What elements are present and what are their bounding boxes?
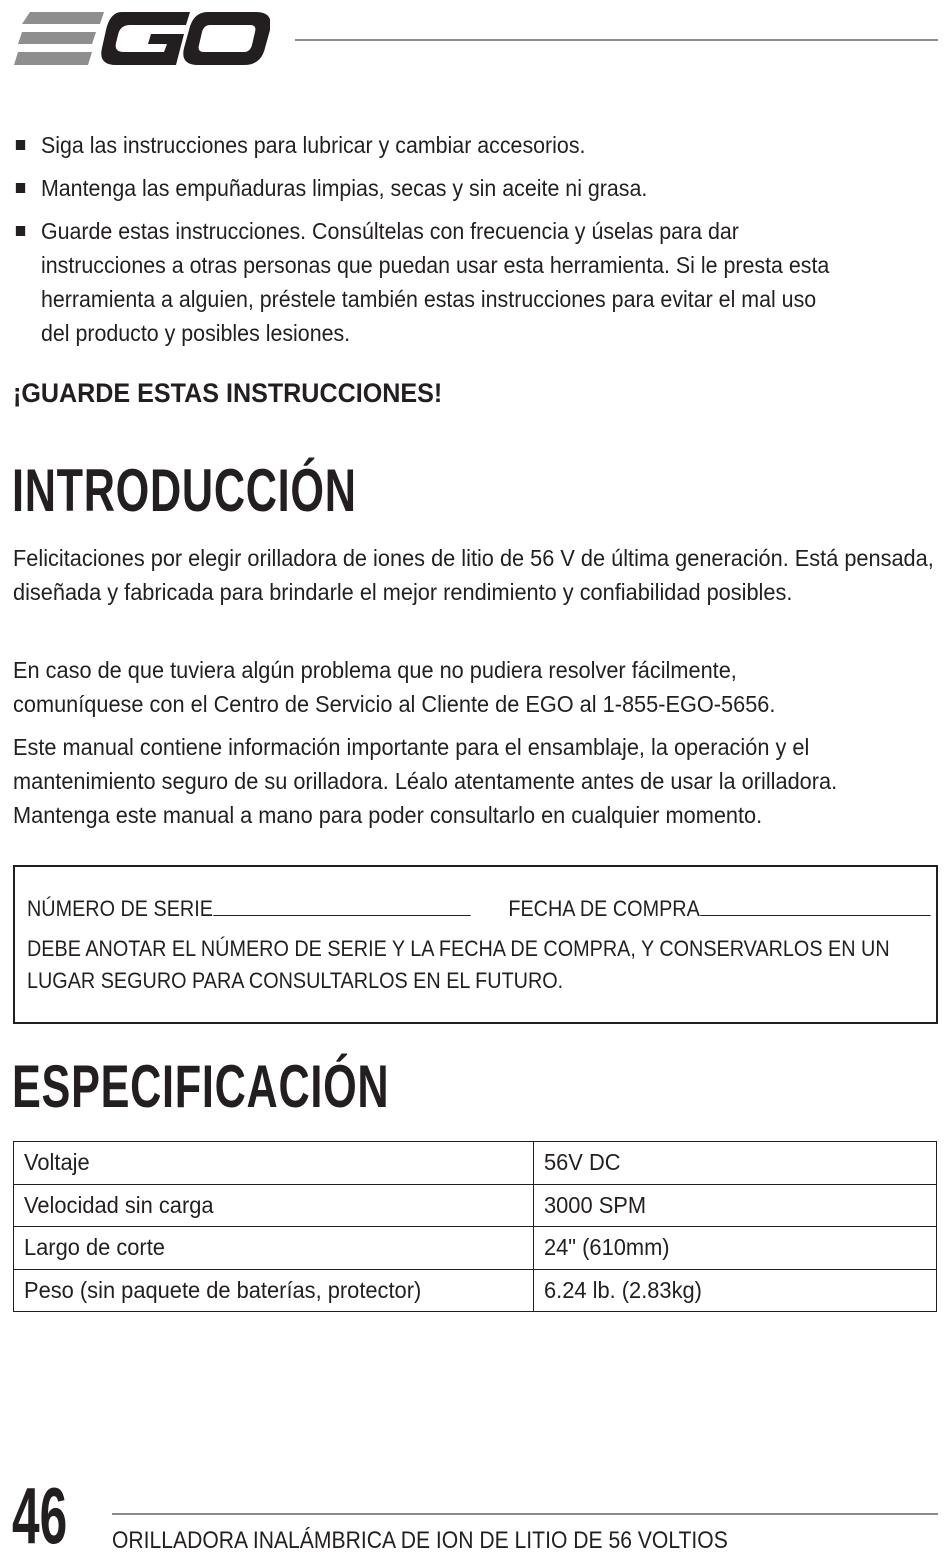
safety-bullet-list <box>14 128 894 359</box>
spec-label-cell: Peso (sin paquete de baterías, protector) <box>14 1269 534 1312</box>
table-row <box>14 1227 937 1270</box>
bullet-item: Siga las instrucciones para lubricar y cambiar accesorios. <box>14 128 906 162</box>
header-rule <box>295 39 938 41</box>
serial-date-fields <box>27 895 930 922</box>
spec-label-cell: Largo de corte <box>14 1227 534 1270</box>
ego-logo <box>12 10 270 68</box>
bullet-square-icon <box>16 140 25 150</box>
footer-rule <box>112 1513 938 1515</box>
bullet-square-icon <box>16 226 25 236</box>
spec-label-cell: Velocidad sin carga <box>14 1184 534 1227</box>
intro-paragraph: En caso de que tuviera algún problema que no pudiera resolver fácilmente, comuníquese con el Centro de Servicio al Cliente de EGO al 1-855-EGO-5656. <box>13 657 776 717</box>
table-row <box>14 1269 937 1312</box>
specification-heading: ESPECIFICACIÓN <box>12 1053 390 1120</box>
specification-table <box>13 1141 937 1312</box>
spec-label-cell: Voltaje <box>14 1142 534 1185</box>
serial-number-label: NÚMERO DE SERIE <box>27 896 213 921</box>
serial-number-box <box>13 865 938 1024</box>
save-instructions-heading: ¡GUARDE ESTAS INSTRUCCIONES! <box>13 378 443 408</box>
page-header <box>0 0 950 80</box>
table-row <box>14 1142 937 1185</box>
spec-value-cell: 56V DC <box>534 1142 937 1185</box>
spec-value-cell: 6.24 lb. (2.83kg) <box>534 1269 937 1312</box>
table-row <box>14 1184 937 1227</box>
serial-note: DEBE ANOTAR EL NÚMERO DE SERIE Y LA FECHA DE COMPRA, Y CONSERVARLOS EN UN LUGAR SEGURO PARA CONSULTARLOS EN EL FUTURO. <box>27 936 890 993</box>
bullet-item: Mantenga las empuñaduras limpias, secas y sin aceite ni grasa. <box>14 171 906 205</box>
purchase-date-blank <box>700 895 930 916</box>
serial-number-blank <box>213 895 470 916</box>
spec-value-cell: 3000 SPM <box>534 1184 937 1227</box>
bullet-square-icon <box>16 183 25 193</box>
bullet-item: Guarde estas instrucciones. Consúltelas con frecuencia y úselas para dar instrucciones a otras personas que puedan usar esta herramienta. Si le presta esta herramienta a alguien, préstele también estas instrucciones para evitar el mal uso del producto y posibles lesiones. <box>14 214 906 350</box>
intro-paragraph: Felicitaciones por elegir orilladora de iones de litio de 56 V de última generación. Está pensada, diseñada y fabricada para brindarle el mejor rendimiento y confiabilidad posibles. <box>13 545 934 605</box>
spec-value-cell: 24" (610mm) <box>534 1227 937 1270</box>
footer-title: ORILLADORA INALÁMBRICA DE ION DE LITIO DE 56 VOLTIOS <box>112 1527 728 1554</box>
introduction-heading: INTRODUCCIÓN <box>12 457 357 524</box>
page-number: 46 <box>12 1471 68 1560</box>
intro-paragraph: Este manual contiene información importante para el ensamblaje, la operación y el mantenimiento seguro de su orilladora. Léalo atentamente antes de usar la orilladora. Mantenga este manual a mano para poder consultarlo en cualquier momento. <box>13 734 838 828</box>
purchase-date-label: FECHA DE COMPRA <box>508 896 700 921</box>
